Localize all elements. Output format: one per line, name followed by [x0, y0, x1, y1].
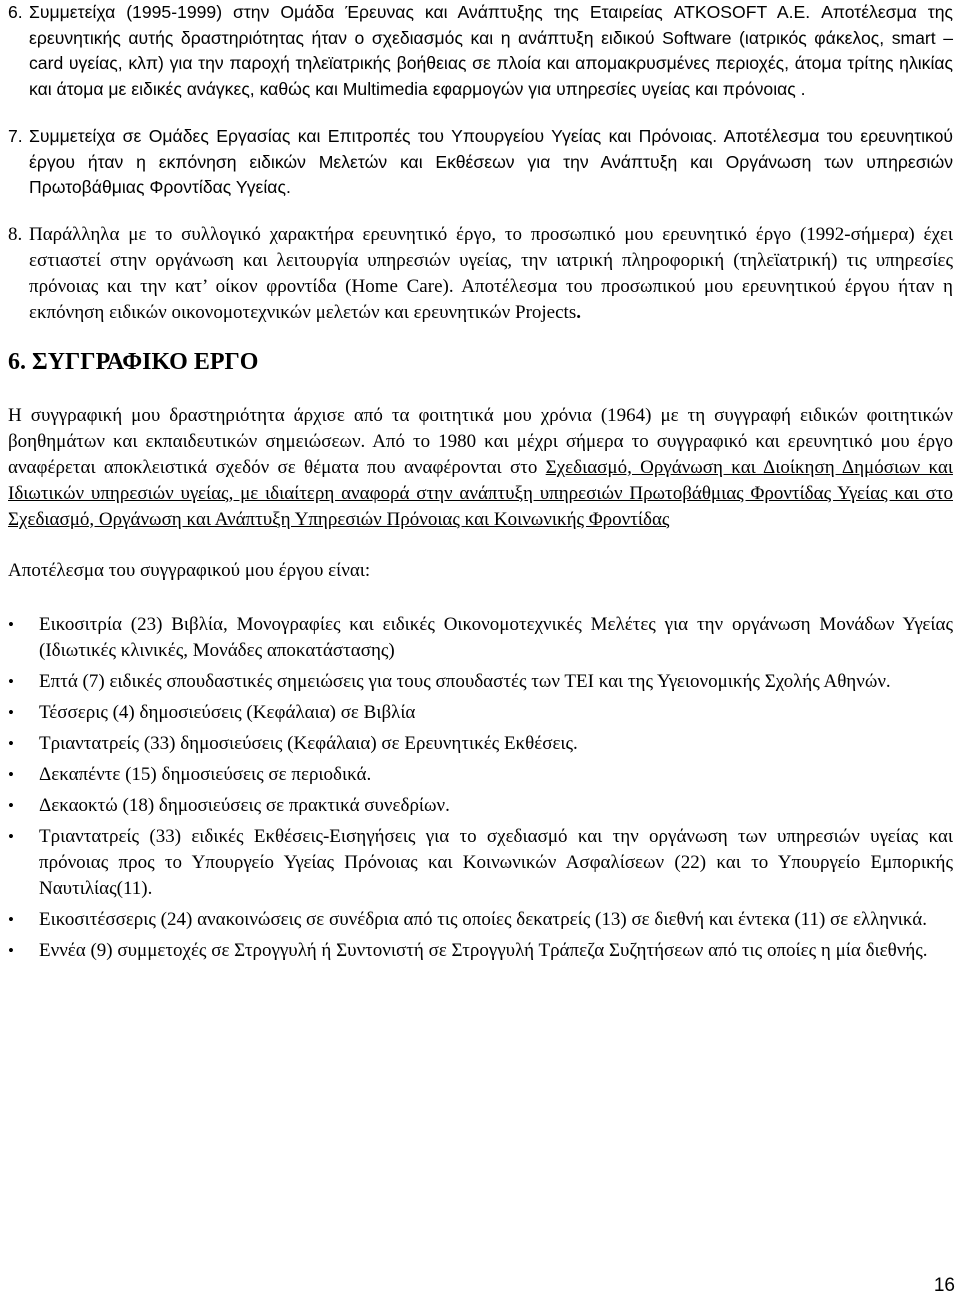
bullet-icon: • [8, 940, 14, 960]
bullet-icon: • [8, 671, 14, 691]
page-number: 16 [933, 1275, 955, 1296]
bullet-icon: • [8, 733, 14, 753]
list-item: • Εικοσιτρία (23) Βιβλία, Μονογραφίες και ειδικές Οικονομοτεχνικές Μελέτες για την οργάνωση Μονάδων Υγείας (Ιδιωτικές κλινικές, Μονάδες αποκατάστασης) [8, 613, 953, 661]
item-number: 7. [8, 126, 23, 146]
bullet-icon: • [8, 702, 14, 722]
item-text: Συμμετείχα (1995-1999) στην Ομάδα Έρευνας και Ανάπτυξης της Εταιρείας ATKOSOFT A.E. Αποτέλεσμα της ερευνητικής αυτής δραστηριότητας ήταν ο σχεδιασμός και η ανάπτυξη ειδικού Software (ιατρικός φάκελος, smart – card υγείας, κλπ) για την παροχή τηλεϊατρικής βοήθειας σε πλοία και απομακρυσμένες περιοχές, άτομα τρίτης ηλικίας και άτομα με ειδικές ανάγκες, καθώς και Multimedia εφαρμογών για υπηρεσίες υγείας και πρόνοιας . [29, 2, 954, 99]
result-label: Αποτέλεσμα του συγγραφικού μου έργου είναι: [8, 559, 371, 581]
item-text: Παράλληλα με το συλλογικό χαρακτήρα ερευνητικό έργο, το προσωπικό μου ερευνητικό έργο (1992-σήμερα) έχει εστιαστεί στην οργάνωση και λειτουργία υπηρεσιών υγείας, την ιατρική πληροφορική (τηλεϊατρική) τις υπηρεσίες πρόνοιας και την κατ’ οίκον φροντίδα (Home Care). Αποτέλεσμα του προσωπικού μου ερευνητικού έργου ήταν η εκπόνηση ειδικών οικονομοτεχνικών μελετών και ερευνητικών Projects. [29, 223, 954, 323]
list-item: • Επτά (7) ειδικές σπουδαστικές σημειώσεις για τους σπουδαστές των ΤΕΙ και της Υγειονομικής Σχολής Αθηνών. [8, 669, 953, 695]
numbered-item-8 [8, 222, 953, 326]
bullet-icon: • [8, 795, 14, 815]
bullet-icon: • [8, 764, 14, 784]
list-item: • Τριαντατρείς (33) ειδικές Εκθέσεις-Εισηγήσεις για το σχεδιασμό και την οργάνωση των υπηρεσιών υγείας και πρόνοιας προς το Υπουργείο Υγείας Πρόνοιας και Κοινωνικών Ασφαλίσεων (22) και το Υπουργείο Εμπορικής Ναυτιλίας(11). [8, 825, 953, 899]
document-page [8, 0, 953, 969]
item-text: Συμμετείχα σε Ομάδες Εργασίας και Επιτροπές του Υπουργείου Υγείας και Πρόνοιας. Αποτέλεσμα του ερευνητικού έργου ήταν η εκπόνηση ειδικών Μελετών και Εκθέσεων για την Ανάπτυξη και Οργάνωση των υπηρεσιών Πρωτοβάθμιας Φροντίδας Υγείας. [29, 126, 954, 197]
numbered-item-6 [8, 0, 953, 102]
bullet-icon: • [8, 909, 14, 929]
section-heading: 6. ΣΥΓΓΡΑΦΙΚΟ ΕΡΓΟ [8, 348, 259, 375]
item-number: 8. [8, 223, 23, 245]
list-item: • Δεκαπέντε (15) δημοσιεύσεις σε περιοδικά. [8, 762, 953, 788]
underlined-topics: Σχεδιασμό, Οργάνωση και Διοίκηση Δημόσιων και Ιδιωτικών υπηρεσιών υγείας, με ιδιαίτερη αναφορά στην ανάπτυξη υπηρεσιών Πρωτοβάθμιας Φροντίδας Υγείας και στο Σχεδιασμό, Οργάνωση και Ανάπτυξη Υπηρεσιών Πρόνοιας και Κοινωνικής Φροντίδας [8, 456, 953, 530]
list-item: • Τριαντατρείς (33) δημοσιεύσεις (Κεφάλαια) σε Ερευνητικές Εκθέσεις. [8, 731, 953, 757]
list-item: • Εικοσιτέσσερις (24) ανακοινώσεις σε συνέδρια από τις οποίες δεκατρείς (13) σε διεθνή και έντεκα (11) σε ελληνικά. [8, 907, 953, 933]
numbered-item-7 [8, 124, 953, 201]
list-item: • Δεκαοκτώ (18) δημοσιεύσεις σε πρακτικά συνεδρίων. [8, 793, 953, 819]
list-item: • Εννέα (9) συμμετοχές σε Στρογγυλή ή Συντονιστή σε Στρογγυλή Τράπεζα Συζητήσεων από τις οποίες η μία διεθνής. [8, 938, 953, 964]
publications-list [8, 612, 953, 964]
bullet-icon: • [8, 614, 14, 634]
intro-paragraph: Η συγγραφική μου δραστηριότητα άρχισε από τα φοιτητικά μου χρόνια (1964) με τη συγγραφή ειδικών φοιτητικών βοηθημάτων και εκπαιδευτικών σημειώσεων. Από το 1980 και μέχρι σήμερα το συγγραφικό και ερευνητικό μου έργο αναφέρεται αποκλειστικά σχεδόν σε θέματα που αναφέρονται στο Σχεδιασμό, Οργάνωση και Διοίκηση Δημόσιων και Ιδιωτικών υπηρεσιών υγείας, με ιδιαίτερη αναφορά στην ανάπτυξη υπηρεσιών Πρωτοβάθμιας Φροντίδας Υγείας και στο Σχεδιασμό, Οργάνωση και Ανάπτυξη Υπηρεσιών Πρόνοιας και Κοινωνικής Φροντίδας [8, 404, 953, 530]
bullet-icon: • [8, 826, 14, 846]
list-item: • Τέσσερις (4) δημοσιεύσεις (Κεφάλαια) σε Βιβλία [8, 700, 953, 726]
item-number: 6. [8, 2, 23, 22]
